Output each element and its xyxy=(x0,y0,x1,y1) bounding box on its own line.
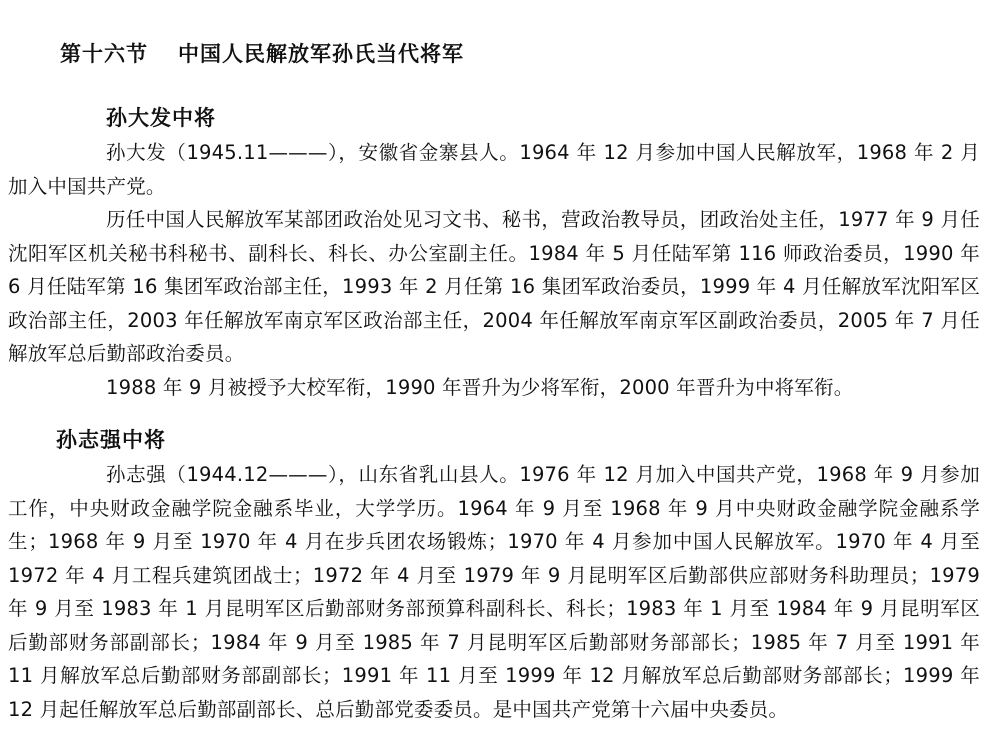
biography-sun-dafa xyxy=(8,104,980,404)
biography-sun-zhiqiang xyxy=(8,426,980,726)
bio-paragraph: 孙志强（1944.12———），山东省乳山县人。1976 年 12 月加入中国共产党，1968 年 9 月参加工作，中央财政金融学院金融系毕业，大学学历。1964 年 9 月至 1968 年 9 月中央财政金融学院金融系学生；1968 年 9 月至 1970 年 4 月在步兵团农场锻炼；1970 年 4 月参加中国人民解放军。1970 年 4 月至 1972 年 4 月工程兵建筑团战士；1972 年 4 月至 1979 年 9 月昆明军区后勤部供应部财务科助理员；1979 年 9 月至 1983 年 1 月昆明军区后勤部财务部预算科副科长、科长；1983 年 1 月至 1984 年 9 月昆明军区后勤部财务部副部长；1984 年 9 月至 1985 年 7 月昆明军区后勤部财务部部长；1985 年 7 月至 1991 年 11 月解放军总后勤部财务部副部长；1991 年 11 月至 1999 年 12 月解放军总后勤部财务部部长；1999 年 12 月起任解放军总后勤部副部长、总后勤部党委委员。是中国共产党第十六届中央委员。 xyxy=(8,463,980,721)
bio-paragraph: 历任中国人民解放军某部团政治处见习文书、秘书，营政治教导员，团政治处主任，1977 年 9 月任沈阳军区机关秘书科秘书、副科长、科长、办公室副主任。1984 年 5 月任陆军第 116 师政治委员，1990 年 6 月任陆军第 16 集团军政治部主任，1993 年 2 月任第 16 集团军政治委员，1999 年 4 月任解放军沈阳军区政治部主任，2003 年任解放军南京军区政治部主任，2004 年任解放军南京军区副政治委员，2005 年 7 月任解放军总后勤部政治委员。 xyxy=(8,208,980,365)
person-name: 孙大发中将 xyxy=(106,106,216,130)
person-name: 孙志强中将 xyxy=(56,428,166,452)
section-title xyxy=(60,38,464,68)
section-heading: 中国人民解放军孙氏当代将军 xyxy=(178,42,464,66)
bio-paragraph: 1988 年 9 月被授予大校军衔，1990 年晋升为少将军衔，2000 年晋升为中将军衔。 xyxy=(106,375,854,399)
section-number: 第十六节 xyxy=(60,42,148,66)
bio-paragraph: 孙大发（1945.11———），安徽省金寨县人。1964 年 12 月参加中国人民解放军，1968 年 2 月加入中国共产党。 xyxy=(8,141,980,198)
